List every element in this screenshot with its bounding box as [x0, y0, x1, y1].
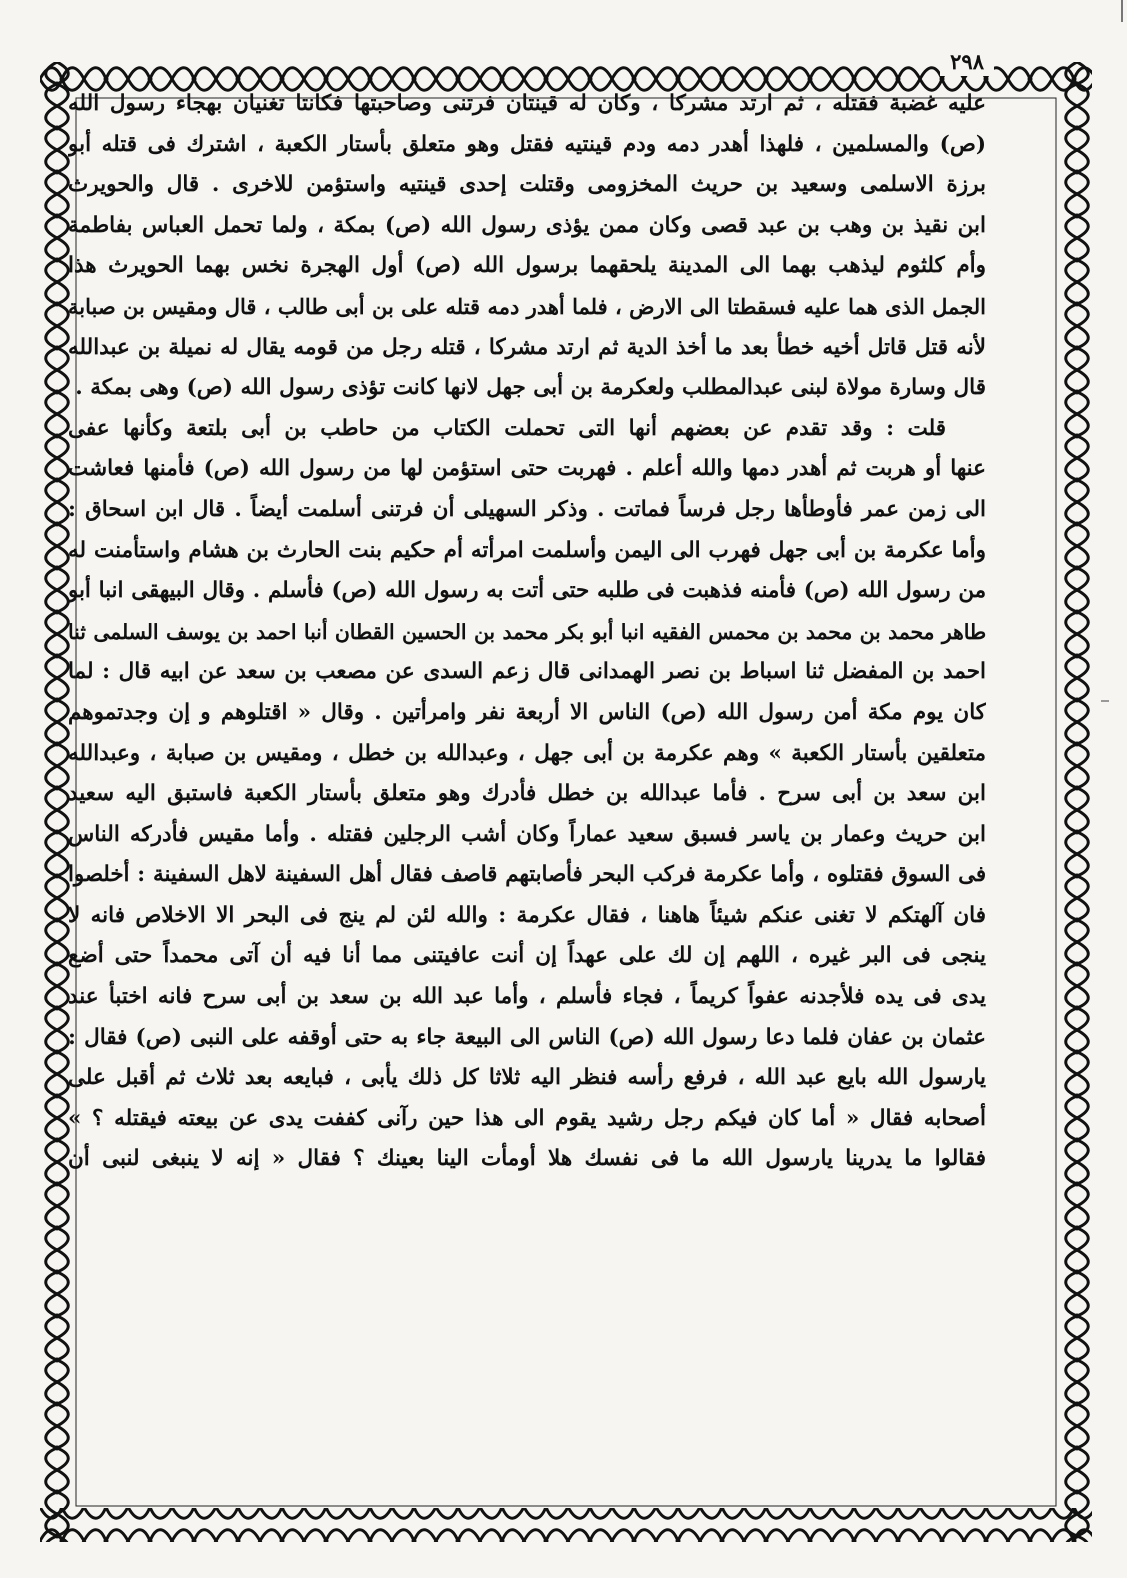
text-line: قال وسارة مولاة لبنى عبدالمطلب ولعكرمة بن أبى جهل لانها كانت تؤذى رسول الله (ص) وهى بمكة . [75, 375, 986, 401]
page-number: ٢٩٨ [940, 48, 994, 76]
text-line: لأنه قتل قاتل أخيه خطأ بعد ما أخذ الدية ثم ارتد مشركا ، قتله رجل من قومه يقال له نميلة بن عبدالله [68, 334, 986, 360]
text-line: فى السوق فقتلوه ، وأما عكرمة فركب البحر فأصابتهم قاصف فقال أهل السفينة لاهل السفينة : أخلصوا [68, 862, 986, 888]
body-text [68, 84, 986, 1454]
text-line: يدى فى يده فلأجدنه عفواً كريماً ، فجاء فأسلم ، وأما عبد الله بن سعد بن أبى سرح فانه اختبأ عند [68, 984, 986, 1010]
text-line: ابن سعد بن أبى سرح . فأما عبدالله بن خطل فأدرك وهو متعلق بأستار الكعبة فاستبق اليه سعيد [68, 781, 986, 807]
text-line: متعلقين بأستار الكعبة » وهم عكرمة بن أبى جهل ، وعبدالله بن خطل ، ومقيس بن صبابة ، وعبدالله [68, 740, 986, 766]
text-line: يارسول الله بايع عبد الله ، فرفع رأسه فنظر اليه ثلاثا كل ذلك يأبى ، فبايعه بعد ثلاث ثم أقبل على [68, 1065, 986, 1091]
text-line: برزة الاسلمى وسعيد بن حريث المخزومى وقتلت إحدى قينتيه واستؤمن للاخرى . قال والحويرث [68, 172, 986, 198]
text-line: وأم كلثوم ليذهب بهما الى المدينة يلحقهما برسول الله (ص) أول الهجرة نخس بهما الحويرث هذا [68, 253, 986, 279]
text-line: وأما عكرمة بن أبى جهل فهرب الى اليمن وأسلمت امرأته أم حكيم بنت الحارث بن هشام واستأمنت له [68, 537, 986, 563]
text-line: كان يوم مكة أمن رسول الله (ص) الناس الا أربعة نفر وامرأتين . وقال « اقتلوهم و إن وجدتموهم [68, 699, 986, 725]
text-line: قلت : وقد تقدم عن بعضهم أنها التى تحملت الكتاب من حاطب بن أبى بلتعة وكأنها عفى [68, 415, 946, 441]
text-line: ينجى فى البر غيره ، اللهم إن لك على عهداً إن أنت عافيتنى مما أنا فيه أن آتى محمداً حتى أضع [68, 943, 986, 969]
text-line: احمد بن المفضل ثنا اسباط بن نصر الهمدانى قال زعم السدى عن مصعب بن سعد عن ابيه قال : لما [68, 659, 986, 685]
text-line: عنها أو هربت ثم أهدر دمها والله أعلم . فهربت حتى استؤمن لها من رسول الله (ص) فأمنها فعاشت [68, 456, 986, 482]
text-line: (ص) والمسلمين ، فلهذا أهدر دمه ودم قينتيه فقتل وهو متعلق بأستار الكعبة ، اشترك فى قتله أبو [68, 131, 986, 157]
text-line: أصحابه فقال « أما كان فيكم رجل رشيد يقوم الى هذا حين رآنى كففت يدى عن بيعته فيقتله ؟ » [68, 1105, 986, 1131]
text-line: ابن حريث وعمار بن ياسر فسبق سعيد عماراً وكان أشب الرجلين فقتله . وأما مقيس فأدركه الناس [68, 821, 986, 847]
text-line: الى زمن عمر فأوطأها رجل فرساً فماتت . وذكر السهيلى أن فرتنى أسلمت أيضاً . قال ابن اسحاق : [68, 496, 986, 522]
page-edge-mark [1121, 0, 1123, 22]
text-line: فان آلهتكم لا تغنى عنكم شيئاً هاهنا ، فقال عكرمة : والله لئن لم ينج فى البحر الا الاخلاص فانه لا [68, 902, 986, 928]
text-line: فقالوا ما يدرينا يارسول الله ما فى نفسك هلا أومأت الينا بعينك ؟ فقال « إنه لا ينبغى لنبى أن [68, 1146, 986, 1172]
text-line: ابن نقيذ بن وهب بن عبد قصى وكان ممن يؤذى رسول الله (ص) بمكة ، ولما تحمل العباس بفاطمة [68, 212, 986, 238]
text-line: عليه غضبة فقتله ، ثم ارتد مشركا ، وكان له قينتان فرتنى وصاحبتها فكانتا تغنيان بهجاء رسول الله [68, 91, 986, 116]
text-line: من رسول الله (ص) فأمنه فذهبت فى طلبه حتى أتت به رسول الله (ص) فأسلم . وقال البيهقى انبا أبو [68, 578, 986, 604]
text-line: الجمل الذى هما عليه فسقطتا الى الارض ، فلما أهدر دمه قتله على بن أبى طالب ، قال ومقيس بن صبابة [68, 293, 986, 319]
text-line: طاهر محمد بن محمد بن محمس الفقيه انبا أبو بكر محمد بن الحسين القطان أنبا احمد بن يوسف السلمى ثنا [68, 619, 986, 644]
text-line: عثمان بن عفان فلما دعا رسول الله (ص) الناس الى البيعة جاء به حتى أوقفه على النبى (ص) فقال : [68, 1024, 986, 1050]
stray-mark [1101, 700, 1109, 702]
